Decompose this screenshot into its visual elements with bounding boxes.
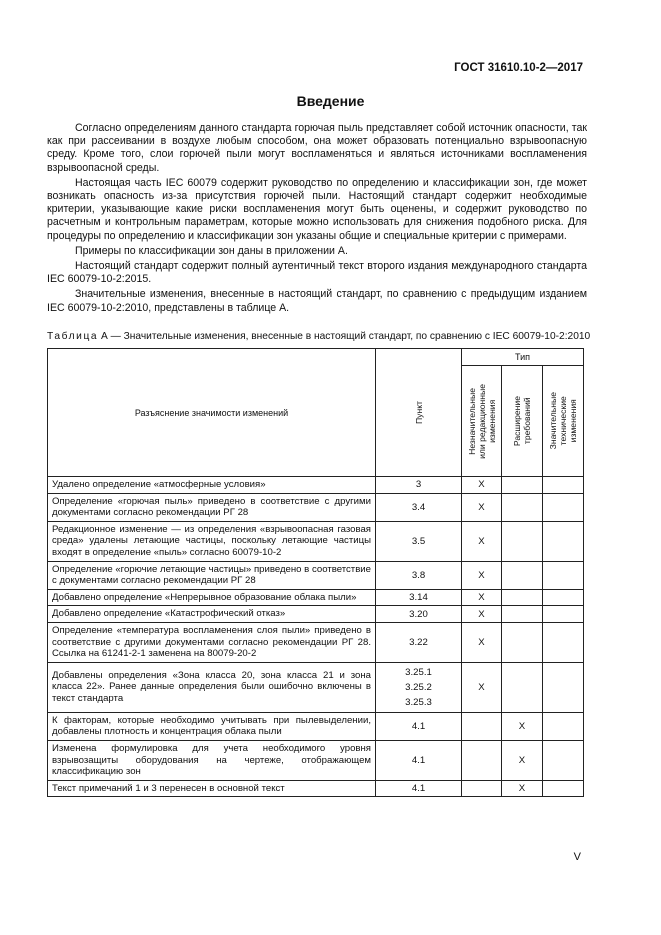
table-row bbox=[48, 493, 584, 521]
row-mark-minor: X bbox=[462, 589, 502, 606]
section-title: Введение bbox=[296, 93, 365, 109]
row-clause: 3 bbox=[376, 477, 462, 494]
row-mark-minor bbox=[462, 780, 502, 797]
row-mark-extension bbox=[502, 477, 543, 494]
row-description: К факторам, которые необходимо учитывать при пылевыделении, добавлены плотность и концентрация облака пыли bbox=[48, 712, 376, 740]
row-mark-extension: X bbox=[502, 780, 543, 797]
row-mark-minor: X bbox=[462, 521, 502, 561]
row-mark-minor: X bbox=[462, 561, 502, 589]
header-type-minor: Незначительные или редакционные изменения bbox=[462, 366, 502, 477]
row-clause: 3.14 bbox=[376, 589, 462, 606]
introduction-text bbox=[47, 122, 587, 317]
table-row bbox=[48, 622, 584, 662]
row-mark-extension bbox=[502, 662, 543, 712]
paragraph: Согласно определениям данного стандарта горючая пыль представляет собой источник опасности, так как при рассеивании в воздухе любым способом, она может образовать потенциально взрывоопасную среду. Кроме того, слои горючей пыли могут воспламеняться и являться источниками воспламенения взрывоопасной среды. bbox=[47, 122, 587, 174]
table-row bbox=[48, 561, 584, 589]
row-mark-minor bbox=[462, 740, 502, 780]
row-mark-extension: X bbox=[502, 712, 543, 740]
row-mark-extension bbox=[502, 493, 543, 521]
row-mark-extension bbox=[502, 561, 543, 589]
paragraph: Значительные изменения, внесенные в настоящий стандарт, по сравнению с предыдущим изданием IEC 60079-10-2:2010, представлены в таблице А. bbox=[47, 288, 587, 314]
table-row bbox=[48, 521, 584, 561]
table-row bbox=[48, 780, 584, 797]
row-mark-extension bbox=[502, 606, 543, 623]
row-clause: 3.5 bbox=[376, 521, 462, 561]
row-mark-minor: X bbox=[462, 477, 502, 494]
row-description: Удалено определение «атмосферные условия» bbox=[48, 477, 376, 494]
row-mark-major bbox=[543, 712, 584, 740]
row-clause: 4.1 bbox=[376, 780, 462, 797]
row-mark-extension bbox=[502, 521, 543, 561]
table-caption bbox=[47, 331, 607, 342]
row-mark-minor: X bbox=[462, 606, 502, 623]
row-description: Добавлено определение «Катастрофический отказ» bbox=[48, 606, 376, 623]
row-clause: 4.1 bbox=[376, 712, 462, 740]
table-caption-label: Таблица bbox=[47, 331, 99, 342]
page-number: V bbox=[573, 851, 581, 863]
row-clause: 4.1 bbox=[376, 740, 462, 780]
table-caption-text: А — Значительные изменения, внесенные в настоящий стандарт, по сравнению с IEC 60079-10-2:2010 bbox=[98, 331, 591, 342]
row-description: Определение «горючая пыль» приведено в соответствие с другими документами согласно рекомендации РГ 28 bbox=[48, 493, 376, 521]
paragraph: Настоящий стандарт содержит полный аутентичный текст второго издания международного стандарта IEC 60079-10-2:2015. bbox=[47, 260, 587, 286]
row-mark-minor: X bbox=[462, 622, 502, 662]
row-clause: 3.4 bbox=[376, 493, 462, 521]
table-row bbox=[48, 662, 584, 712]
header-type-major: Значительные технические изменения bbox=[543, 366, 584, 477]
row-description: Добавлены определения «Зона класса 20, зона класса 21 и зона класса 22». Ранее данные определения были ошибочно включены в текст стандарта bbox=[48, 662, 376, 712]
header-type: Тип bbox=[462, 349, 584, 366]
row-description: Редакционное изменение — из определения «взрывоопасная газовая среда» удалены летающие частицы, поскольку летающие частицы входят в определение «пыль» согласно 60079-10-2 bbox=[48, 521, 376, 561]
table-row bbox=[48, 712, 584, 740]
row-clause: 3.20 bbox=[376, 606, 462, 623]
row-mark-extension bbox=[502, 622, 543, 662]
row-clause: 3.25.1 3.25.2 3.25.3 bbox=[376, 662, 462, 712]
row-mark-major bbox=[543, 521, 584, 561]
row-mark-major bbox=[543, 622, 584, 662]
table-row bbox=[48, 589, 584, 606]
row-mark-major bbox=[543, 589, 584, 606]
table-row bbox=[48, 740, 584, 780]
row-description: Определение «горючие летающие частицы» приведено в соответствие с документами согласно рекомендации РГ 28 bbox=[48, 561, 376, 589]
row-clause: 3.8 bbox=[376, 561, 462, 589]
row-mark-minor bbox=[462, 712, 502, 740]
changes-table bbox=[47, 348, 584, 797]
row-description: Текст примечаний 1 и 3 перенесен в основной текст bbox=[48, 780, 376, 797]
row-mark-major bbox=[543, 780, 584, 797]
header-clause: Пункт bbox=[376, 349, 462, 477]
row-clause: 3.22 bbox=[376, 622, 462, 662]
table-row bbox=[48, 477, 584, 494]
row-mark-major bbox=[543, 740, 584, 780]
row-mark-major bbox=[543, 662, 584, 712]
table-row bbox=[48, 606, 584, 623]
row-mark-minor: X bbox=[462, 493, 502, 521]
row-mark-extension bbox=[502, 589, 543, 606]
header-description: Разъяснение значимости изменений bbox=[48, 349, 376, 477]
paragraph: Примеры по классификации зон даны в приложении А. bbox=[75, 244, 348, 257]
row-mark-major bbox=[543, 561, 584, 589]
document-id: ГОСТ 31610.10-2—2017 bbox=[454, 62, 583, 74]
row-mark-extension: X bbox=[502, 740, 543, 780]
row-description: Определение «температура воспламенения слоя пыли» приведено в соответствие с другими документами согласно рекомендации РГ 28. Ссылка на 61241-2-1 заменена на 80079-20-2 bbox=[48, 622, 376, 662]
row-mark-major bbox=[543, 477, 584, 494]
paragraph: Настоящая часть IEC 60079 содержит руководство по определению и классификации зон, где может возникать опасность из-за присутствия горючей пыли. Настоящий стандарт содержит необходимые критерии, указывающие какие риски воспламенения могут быть оценены, и содержит руководство по расчетным и контрольным параметрам, которые можно использовать для снижения подобного риска. Для процедуры по определению и классификации зон указаны общие и специальные критерии с примерами. bbox=[47, 176, 587, 242]
header-type-extension: Расширение требований bbox=[502, 366, 543, 477]
row-description: Добавлено определение «Непрерывное образование облака пыли» bbox=[48, 589, 376, 606]
row-mark-minor: X bbox=[462, 662, 502, 712]
row-mark-major bbox=[543, 606, 584, 623]
row-description: Изменена формулировка для учета необходимого уровня взрывозащиты оборудования на чертеже, отображающем классификацию зон bbox=[48, 740, 376, 780]
row-mark-major bbox=[543, 493, 584, 521]
